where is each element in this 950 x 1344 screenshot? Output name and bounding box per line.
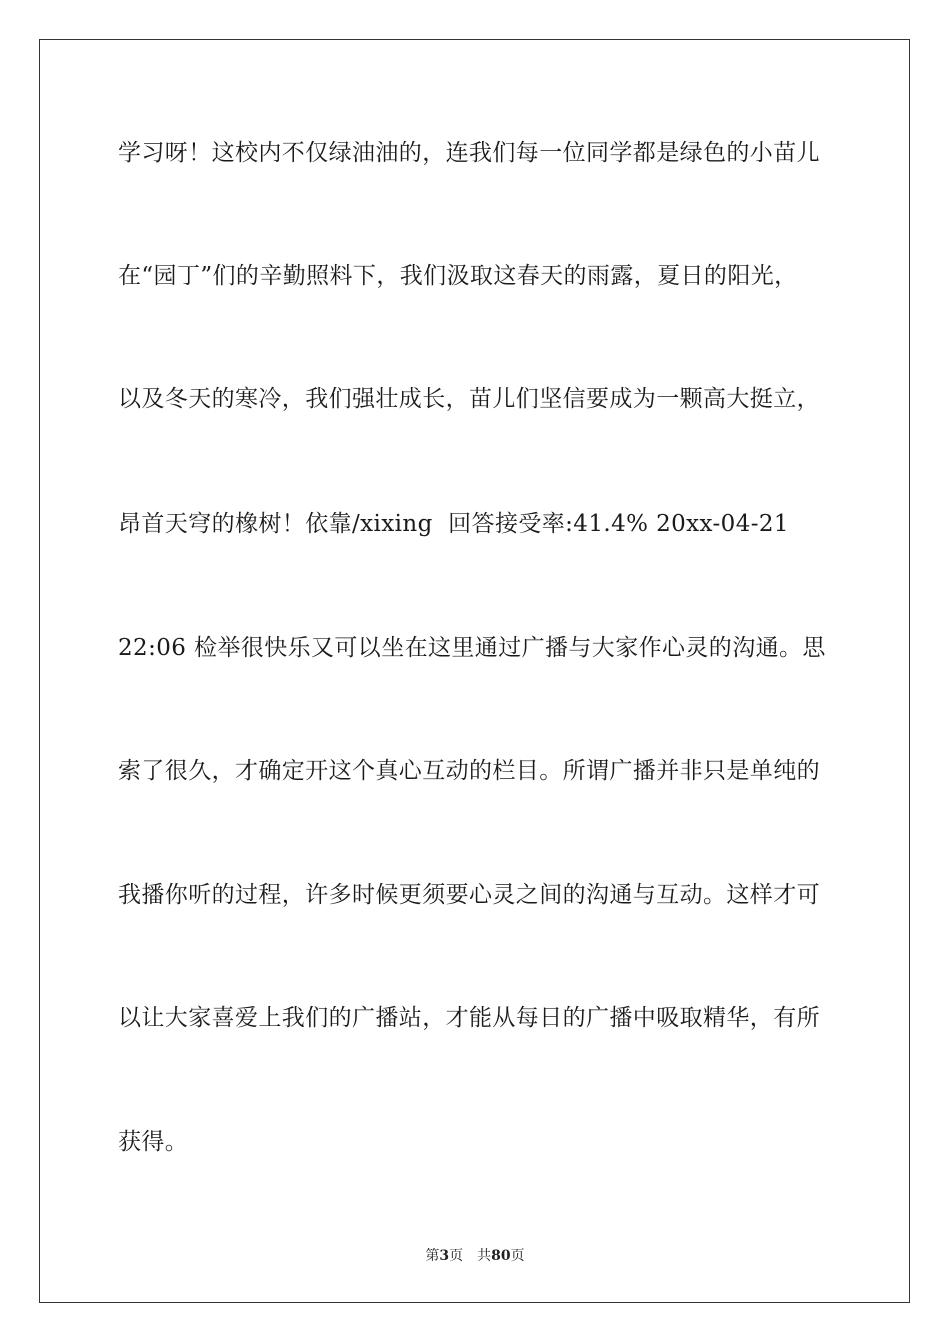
text-line-6: 索了很久，才确定开这个真心互动的栏目。所谓广播并非只是单纯的 (118, 758, 820, 784)
page-footer (0, 1246, 950, 1266)
text-line-8: 以让大家喜爱上我们的广播站，才能从每日的广播中吸取精华，有所 (118, 1005, 820, 1031)
text-line-1: 学习呀！这校内不仅绿油油的，连我们每一位同学都是绿色的小苗儿 (118, 140, 820, 166)
page-total: 80 (491, 1248, 511, 1264)
page-border (39, 39, 910, 1303)
total-prefix: 共 (477, 1248, 492, 1264)
text-line-5: 22:06 检举很快乐又可以坐在这里通过广播与大家作心灵的沟通。思 (118, 635, 826, 661)
page-current: 3 (439, 1248, 450, 1264)
text-line-4: 昂首天穹的橡树！依靠/xixing 回答接受率:41.4% 20xx-04-21 (118, 511, 789, 537)
text-line-7: 我播你听的过程，许多时候更须要心灵之间的沟通与互动。这样才可 (118, 882, 820, 908)
text-line-3: 以及冬天的寒冷，我们强壮成长，苗儿们坚信要成为一颗高大挺立， (118, 386, 820, 412)
page-prefix: 第 (425, 1248, 440, 1264)
page-suffix: 页 (449, 1248, 464, 1264)
text-line-9: 获得。 (118, 1129, 189, 1155)
total-suffix: 页 (510, 1248, 525, 1264)
text-line-2: 在“园丁”们的辛勤照料下，我们汲取这春天的雨露，夏日的阳光， (118, 263, 798, 289)
